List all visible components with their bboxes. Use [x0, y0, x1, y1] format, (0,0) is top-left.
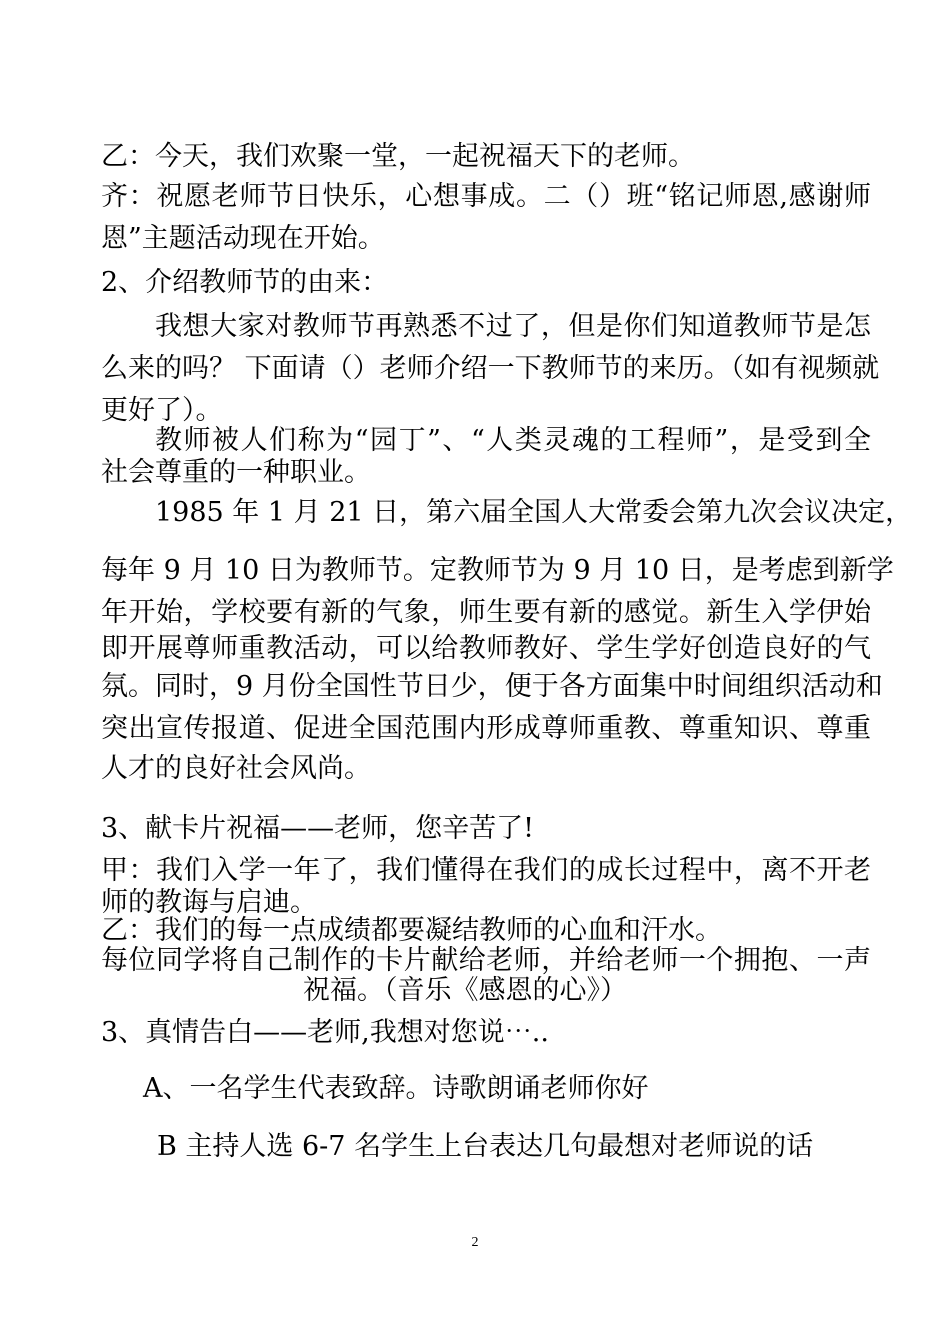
text-line: 甲：我们入学一年了，我们懂得在我们的成长过程中，离不开老 [101, 855, 871, 886]
text-line: 即开展尊师重教活动，可以给教师教好、学生学好创造良好的气 [101, 633, 871, 664]
page-number: 2 [471, 1235, 479, 1250]
section-heading: 3、献卡片祝福——老师，您辛苦了! [101, 813, 535, 844]
text-line: 么来的吗？ 下面请（）老师介绍一下教师节的来历。（如有视频就 [101, 353, 880, 384]
text-line: 每年 9 月 10 日为教师节。定教师节为 9 月 10 日，是考虑到新学 [101, 555, 894, 586]
text-line: 人才的良好社会风尚。 [101, 753, 371, 784]
section-heading: 2、介绍教师节的由来： [101, 267, 389, 298]
text-line: 祝福。（音乐《感恩的心》） [303, 975, 627, 1006]
text-line: 每位同学将自己制作的卡片献给老师，并给老师一个拥抱、一声 [101, 945, 871, 976]
text-line: 突出宣传报道、促进全国范围内形成尊师重教、尊重知识、尊重 [101, 713, 871, 744]
text-line: 恩”主题活动现在开始。 [101, 223, 385, 254]
text-line: 社会尊重的一种职业。 [101, 457, 371, 488]
text-line: 乙：我们的每一点成绩都要凝结教师的心血和汗水。 [101, 915, 722, 946]
text-line: 齐：祝愿老师节日快乐，心想事成。二（）班“铭记师恩,感谢师 [101, 181, 871, 212]
text-line: A、一名学生代表致辞。诗歌朗诵老师你好 [143, 1073, 649, 1104]
text-line: B 主持人选 6-7 名学生上台表达几句最想对老师说的话 [157, 1131, 814, 1162]
text-line: 教师被人们称为“园丁”、“人类灵魂的工程师”，是受到全 [155, 425, 871, 456]
text-line: 更好了）。 [101, 395, 223, 426]
section-heading: 3、真情告白——老师,我想对您说⋯.. [101, 1017, 549, 1048]
text-line: 1985 年 1 月 21 日，第六届全国人大常委会第九次会议决定， [155, 497, 913, 528]
text-line: 氛。同时，9 月份全国性节日少，便于各方面集中时间组织活动和 [101, 671, 883, 702]
text-line: 乙：今天，我们欢聚一堂，一起祝福天下的老师。 [101, 141, 695, 172]
text-line: 师的教诲与启迪。 [101, 887, 317, 918]
text-line: 年开始，学校要有新的气象，师生要有新的感觉。新生入学伊始 [101, 597, 871, 628]
text-line: 我想大家对教师节再熟悉不过了，但是你们知道教师节是怎 [155, 311, 871, 342]
